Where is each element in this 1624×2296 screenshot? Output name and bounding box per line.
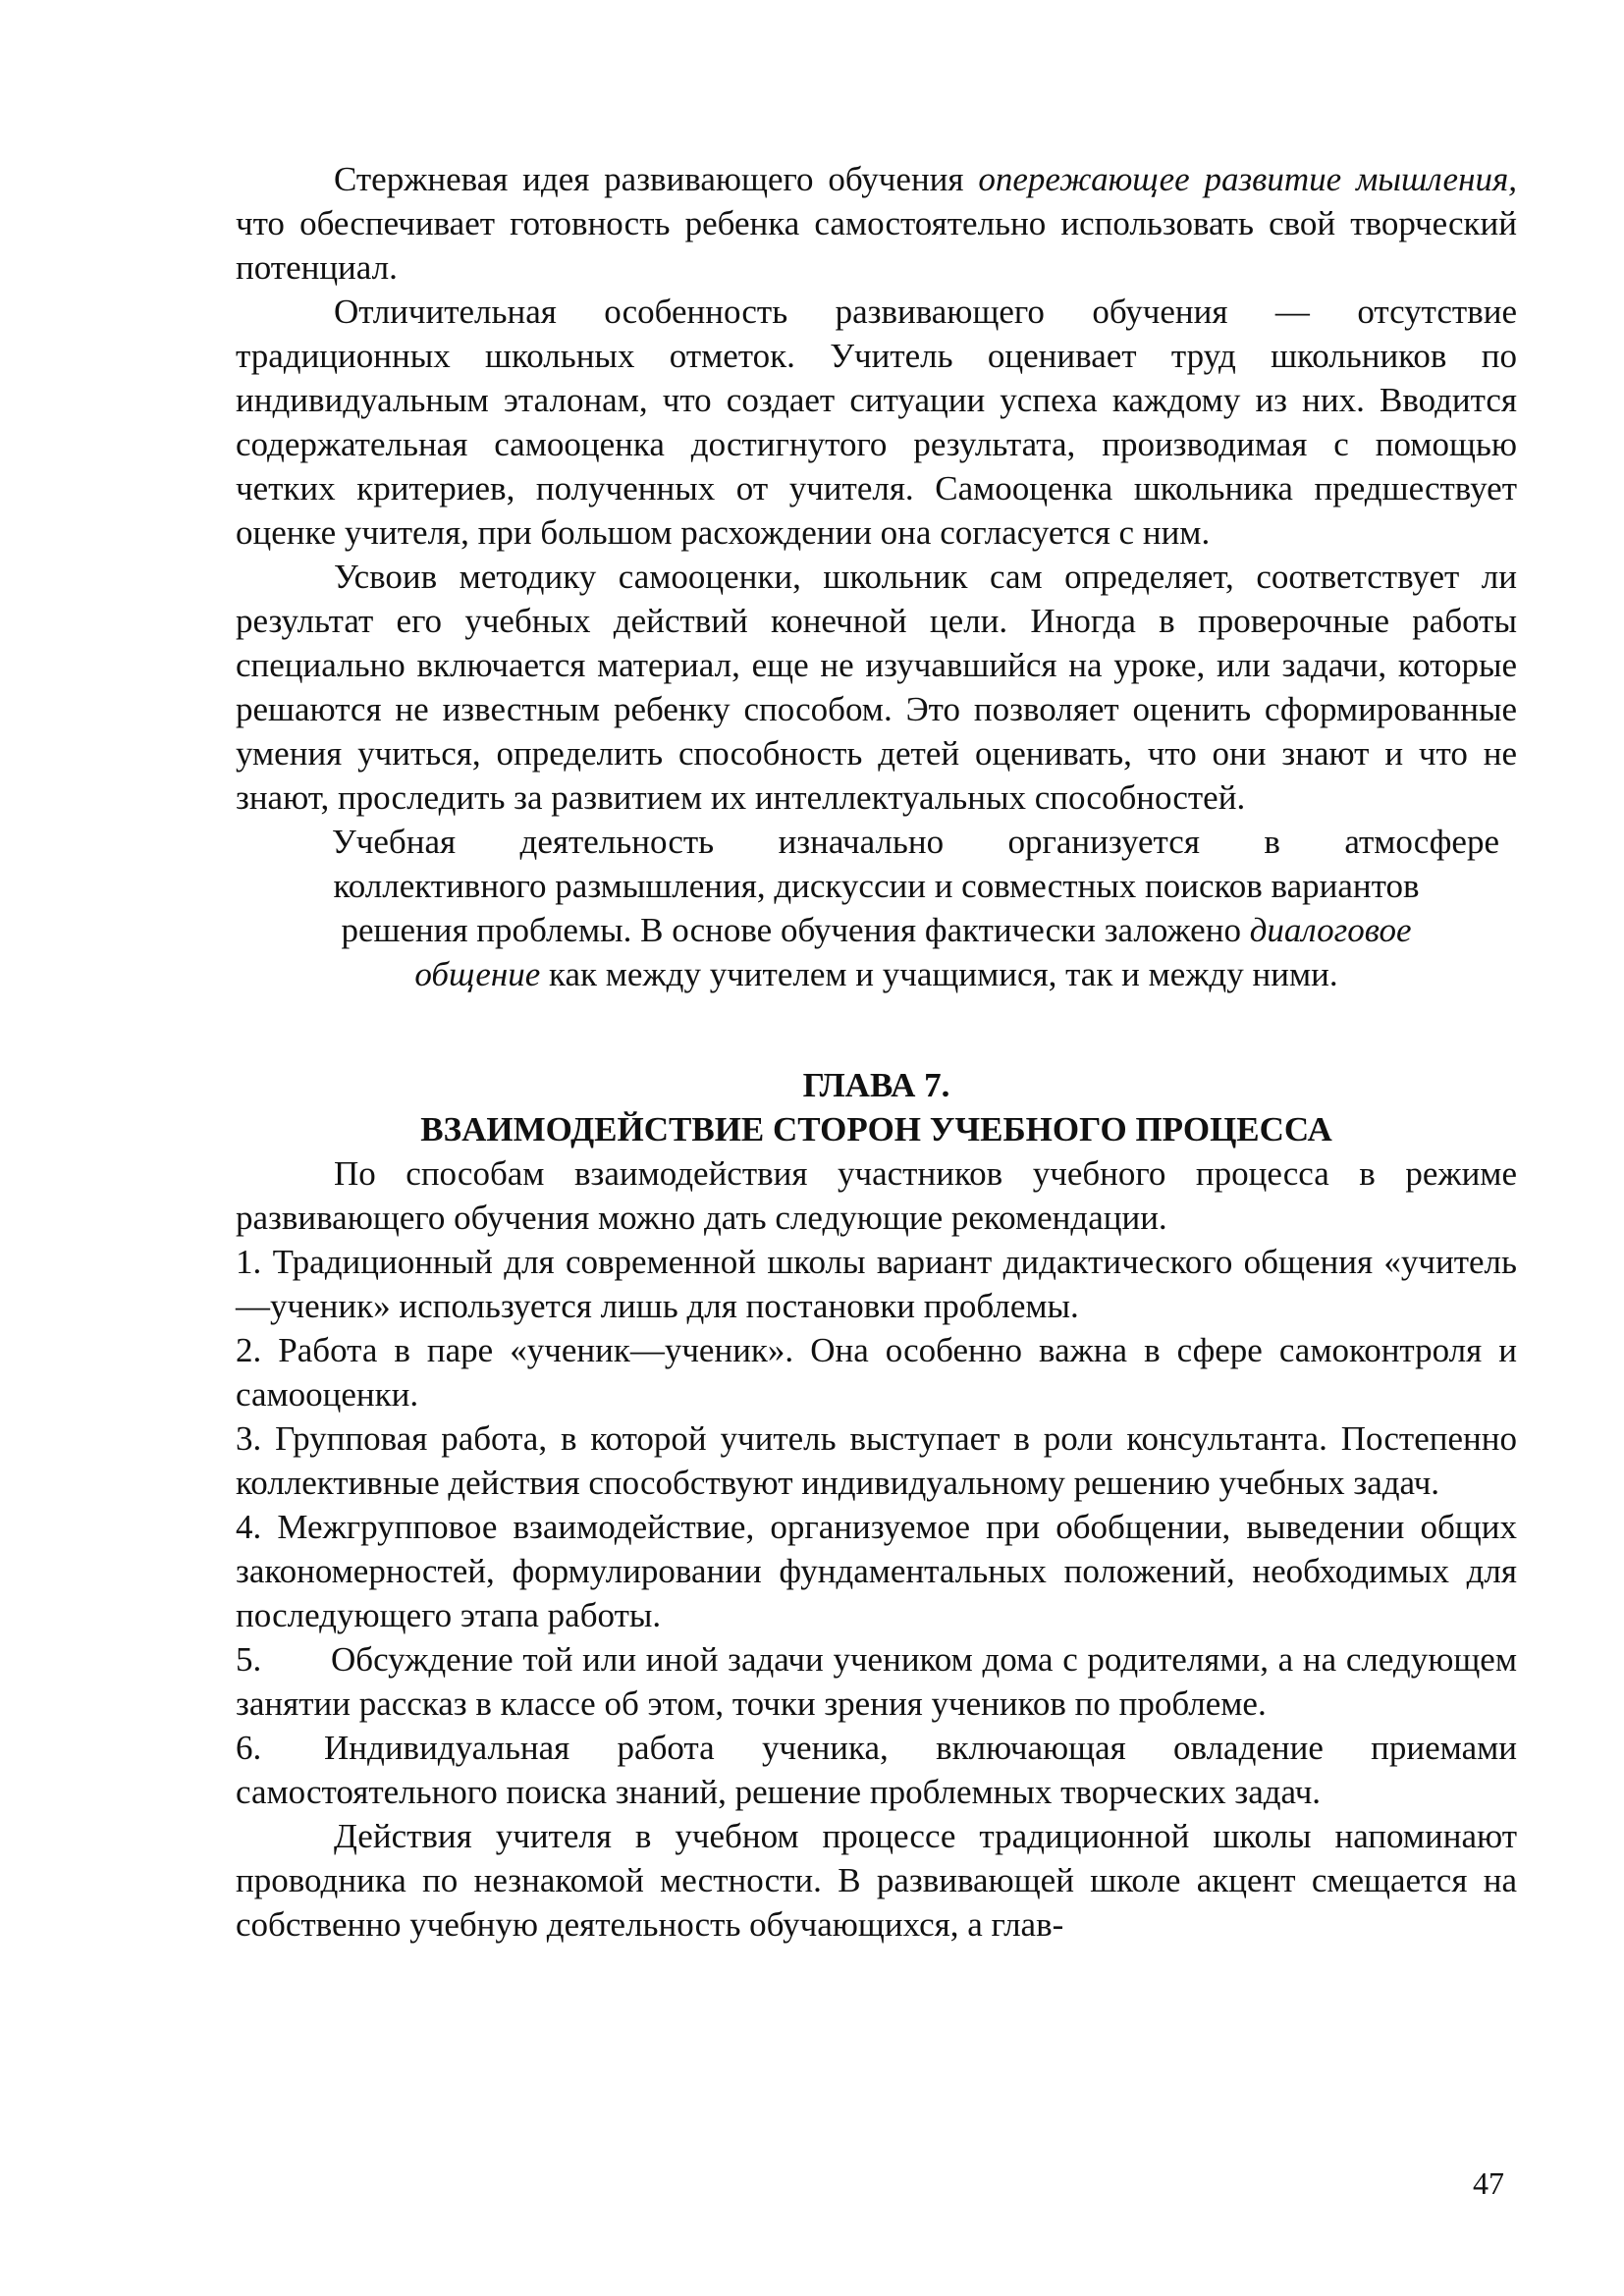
list-text: Межгрупповое взаимодействие, организуемое при обобщении, выведении общих закономерностей, формулировании фундаментальных положений, необходимых для последующего этапа работы. xyxy=(236,1508,1517,1634)
text-line xyxy=(253,952,1499,996)
text-line: коллективного размышления, дискуссии и совместных поисков вариантов xyxy=(333,867,1420,905)
paragraph-intro: По способам взаимодействия участников учебного процесса в режиме развивающего обучения можно дать следующие рекомендации. xyxy=(236,1154,1517,1237)
list-number: 5. xyxy=(236,1640,262,1679)
paragraph-no-grades: Отличительная особенность развивающего обучения — отсутствие традиционных школьных отметок. Учитель оценивает труд школьников по индивидуальным эталонам, что создает ситуации успеха каждому из них. Вводится содержательная самооценка достигнутого результата, производимая с помощью четких критериев, полученных от учителя. Самооценка школьника предшествует оценке учителя, при большом расхождении она согласуется с ним. xyxy=(236,293,1517,552)
list-item-6 xyxy=(236,1726,1517,1814)
paragraph-dialogue xyxy=(253,820,1499,996)
paragraph-core-idea xyxy=(236,157,1517,290)
list-number: 6. xyxy=(236,1729,262,1767)
text-run: решения проблемы. В основе обучения фактически заложено xyxy=(341,911,1250,949)
list-item-4 xyxy=(236,1505,1517,1637)
list-number: 3. xyxy=(236,1419,262,1458)
list-item-5 xyxy=(236,1637,1517,1726)
list-number: 4. xyxy=(236,1508,262,1546)
list-number: 1. xyxy=(236,1243,262,1281)
list-text: Работа в паре «ученик—ученик». Она особенно важна в сфере самоконтроля и самооценки. xyxy=(236,1331,1517,1414)
chapter-title: ВЗАИМОДЕЙСТВИЕ СТОРОН УЧЕБНОГО ПРОЦЕССА xyxy=(420,1110,1332,1148)
list-number: 2. xyxy=(236,1331,262,1369)
document-page xyxy=(236,157,1517,1947)
list-text: Традиционный для современной школы вариант дидактического общения «учитель—ученик» используется лишь для постановки проблемы. xyxy=(236,1243,1517,1325)
page-number: 47 xyxy=(1473,2165,1504,2201)
list-text: Индивидуальная работа ученика, включающая овладение приемами самостоятельного поиска знаний, решение проблемных творческих задач. xyxy=(236,1729,1517,1811)
emphasis-text: диалоговое xyxy=(1249,911,1412,949)
list-text: Обсуждение той или иной задачи учеником дома с родителями, а на следующем занятии рассказ в классе об этом, точки зрения учеников по проблеме. xyxy=(236,1640,1517,1723)
paragraph-self-assessment: Усвоив методику самооценки, школьник сам определяет, соответствует ли результат его учебных действий конечной цели. Иногда в проверочные работы специально включается материал, еще не изучавшийся на уроке, или задачи, которые решаются не известным ребенку способом. Это позволяет оценить сформированные умения учиться, определить способность детей оценивать, что они знают и что не знают, проследить за развитием их интеллектуальных способностей. xyxy=(236,558,1517,817)
paragraph-teacher-role: Действия учителя в учебном процессе традиционной школы напоминают проводника по незнакомой местности. В развивающей школе акцент смещается на собственно учебную деятельность обучающихся, а глав- xyxy=(236,1817,1517,1944)
text-run: что обеспечивает готовность ребенка самостоятельно использовать свой творческий потенциал. xyxy=(236,204,1517,287)
list-item-3 xyxy=(236,1416,1517,1505)
text-line: Учебная деятельность изначально организуется в атмосфере xyxy=(332,823,1499,861)
chapter-number: ГЛАВА 7. xyxy=(802,1066,950,1104)
list-item-1 xyxy=(236,1240,1517,1328)
text-run: Стержневая идея развивающего обучения xyxy=(334,160,979,198)
text-line xyxy=(253,908,1499,952)
list-item-2 xyxy=(236,1328,1517,1416)
text-run: как между учителем и учащимися, так и между ними. xyxy=(540,955,1338,993)
emphasis-text: опережающее развитие мышления, xyxy=(978,160,1517,198)
emphasis-text: общение xyxy=(414,955,541,993)
list-text: Групповая работа, в которой учитель выступает в роли консультанта. Постепенно коллективные действия способствуют индивидуальному решению учебных задач. xyxy=(236,1419,1517,1502)
